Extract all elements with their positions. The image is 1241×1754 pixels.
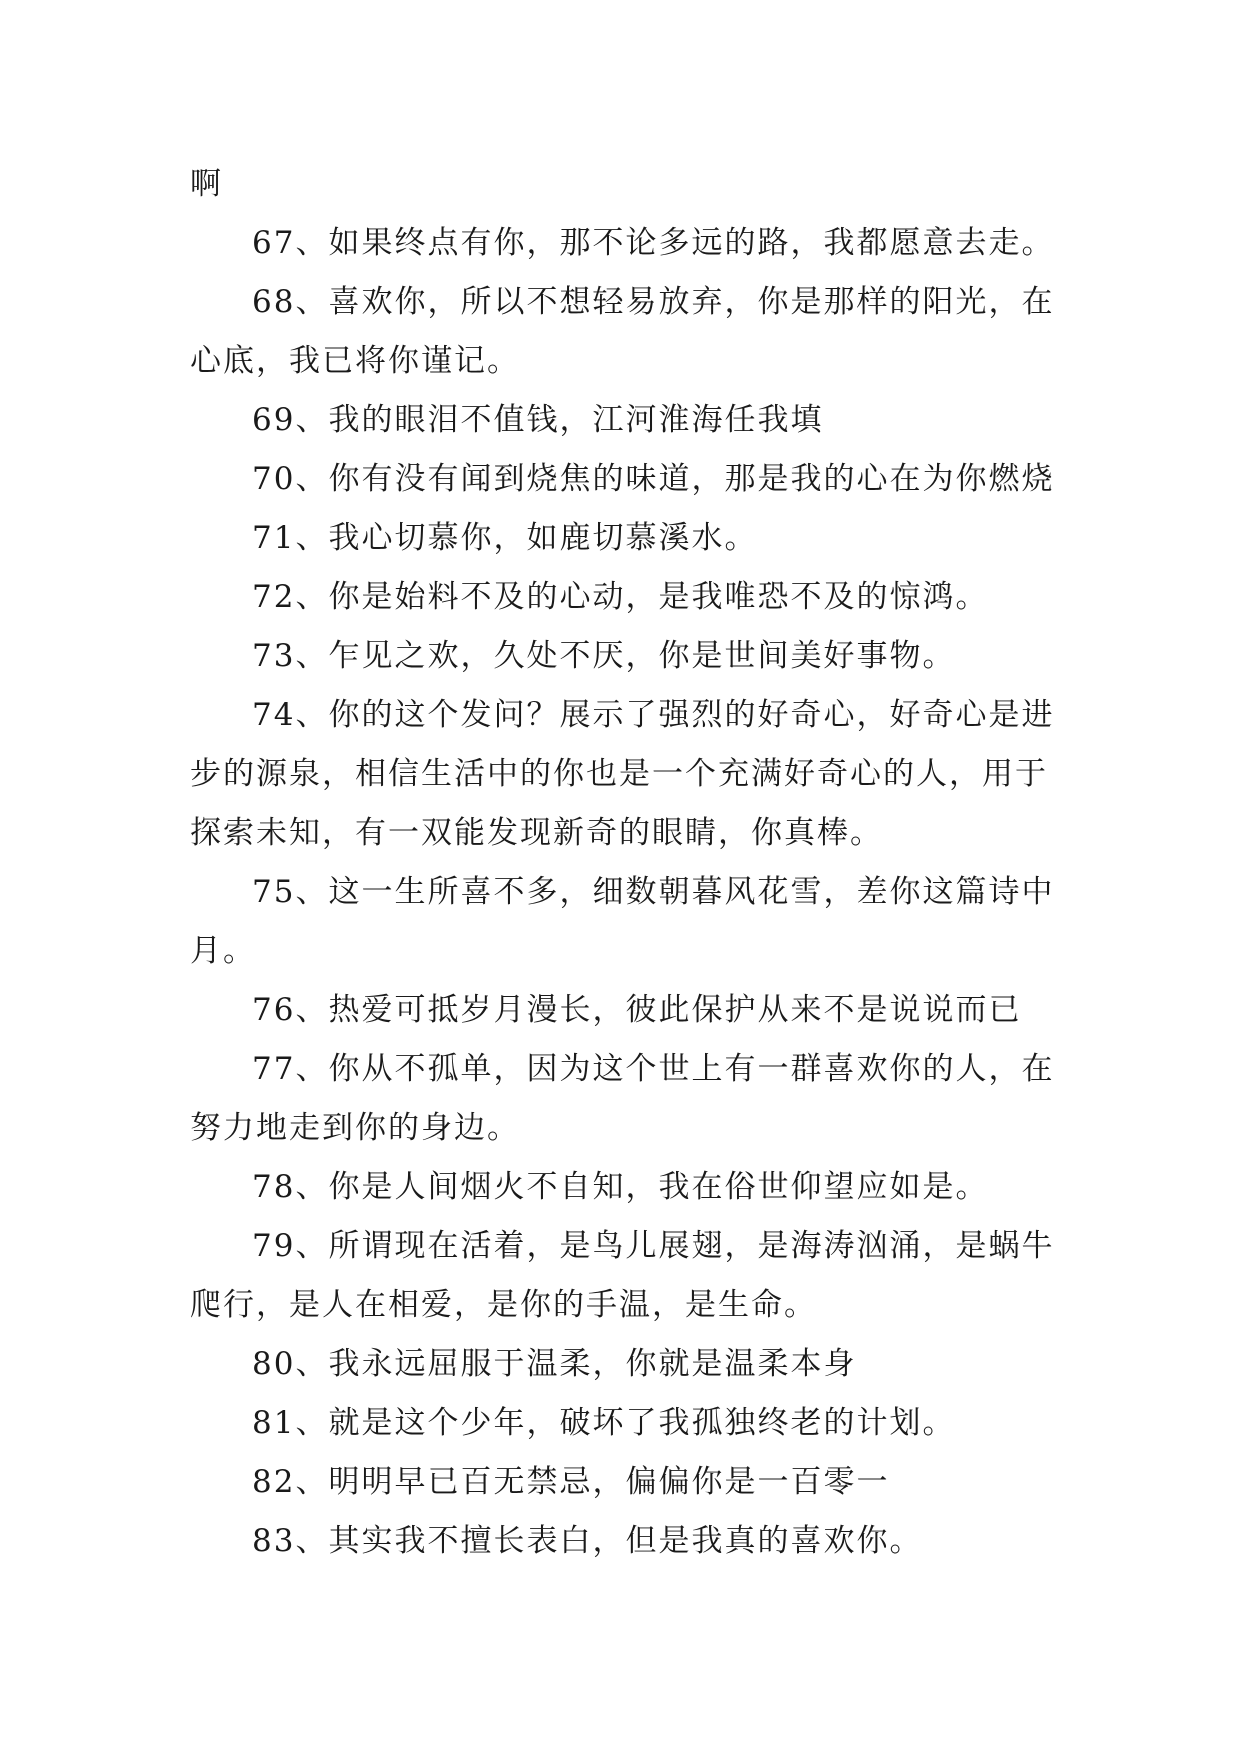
text-line: 69、我的眼泪不值钱，江河淮海任我填	[252, 402, 824, 438]
text-line: 82、明明早已百无禁忌，偏偏你是一百零一	[252, 1464, 890, 1500]
text-line: 71、我心切慕你，如鹿切慕溪水。	[252, 520, 758, 556]
text-line: 探索未知，有一双能发现新奇的眼睛，你真棒。	[190, 815, 883, 851]
text-line: 81、就是这个少年，破坏了我孤独终老的计划。	[252, 1405, 956, 1441]
text-line: 70、你有没有闻到烧焦的味道，那是我的心在为你燃烧	[252, 461, 1055, 497]
text-line: 76、热爱可抵岁月漫长，彼此保护从来不是说说而已	[252, 992, 1022, 1028]
text-line: 73、乍见之欢，久处不厌，你是世间美好事物。	[252, 638, 956, 674]
text-line: 74、你的这个发问？展示了强烈的好奇心，好奇心是进	[252, 697, 1055, 733]
text-line: 月。	[190, 933, 256, 969]
text-line: 79、所谓现在活着，是鸟儿展翅，是海涛汹涌，是蜗牛	[252, 1228, 1055, 1264]
text-line: 努力地走到你的身边。	[190, 1110, 520, 1146]
text-line: 77、你从不孤单，因为这个世上有一群喜欢你的人，在	[252, 1051, 1055, 1087]
text-line: 啊	[190, 166, 223, 202]
text-line: 爬行，是人在相爱，是你的手温，是生命。	[190, 1287, 817, 1323]
document-body	[190, 155, 1070, 1571]
text-line: 78、你是人间烟火不自知，我在俗世仰望应如是。	[252, 1169, 989, 1205]
text-line: 68、喜欢你，所以不想轻易放弃，你是那样的阳光，在	[252, 284, 1055, 320]
text-line: 75、这一生所喜不多，细数朝暮风花雪，差你这篇诗中	[252, 874, 1055, 910]
text-line: 心底，我已将你谨记。	[190, 343, 520, 379]
text-line: 67、如果终点有你，那不论多远的路，我都愿意去走。	[252, 225, 1055, 261]
text-line: 83、其实我不擅长表白，但是我真的喜欢你。	[252, 1523, 923, 1559]
text-line: 80、我永远屈服于温柔，你就是温柔本身	[252, 1346, 857, 1382]
text-line: 步的源泉，相信生活中的你也是一个充满好奇心的人，用于	[190, 756, 1048, 792]
text-line: 72、你是始料不及的心动，是我唯恐不及的惊鸿。	[252, 579, 989, 615]
